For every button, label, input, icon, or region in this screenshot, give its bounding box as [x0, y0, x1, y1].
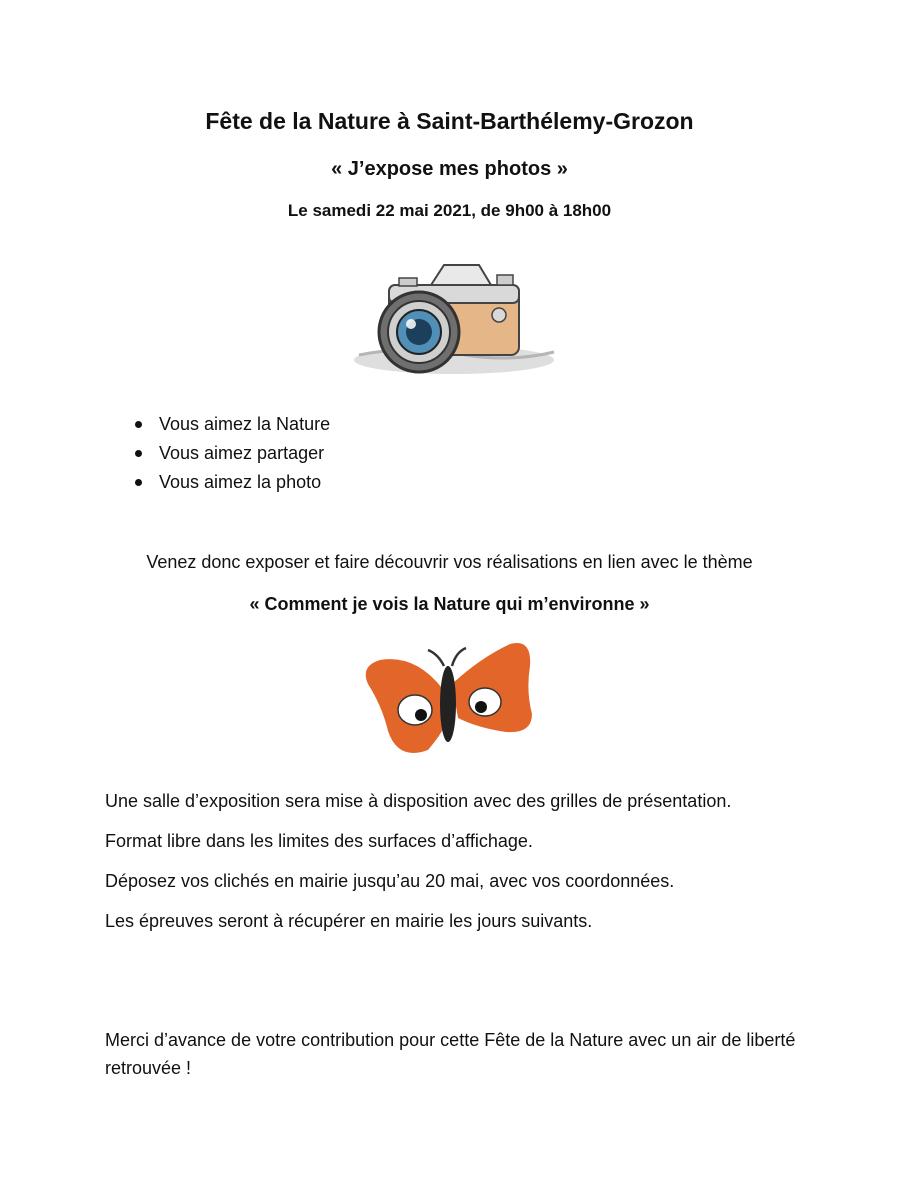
theme-text: « Comment je vois la Nature qui m’environne »	[249, 594, 650, 614]
event-date: Le samedi 22 mai 2021, de 9h00 à 18h00	[287, 201, 612, 220]
camera-illustration	[349, 250, 559, 385]
list-item-text: Vous aimez la photo	[159, 472, 322, 492]
bullet-dot	[135, 421, 142, 428]
invitation-text: Venez donc exposer et faire découvrir vos réalisations en lien avec le thème	[146, 552, 753, 572]
list-item-text: Vous aimez partager	[159, 443, 325, 463]
bullet-dot	[135, 450, 142, 457]
butterfly-logo	[360, 636, 535, 766]
subtitle: « J’expose mes photos »	[331, 158, 568, 180]
list-item	[128, 468, 330, 497]
list-item	[128, 439, 330, 468]
detail-paragraph: Déposez vos clichés en mairie jusqu’au 20 mai, avec vos coordonnées.	[105, 871, 675, 891]
list-item-text: Vous aimez la Nature	[159, 414, 331, 434]
detail-paragraph: Les épreuves seront à récupérer en mairie les jours suivants.	[105, 911, 593, 931]
list-item	[128, 410, 330, 439]
bullet-dot	[135, 479, 142, 486]
closing-paragraph: Merci d’avance de votre contribution pour cette Fête de la Nature avec un air de liberté retrouvée !	[105, 1030, 796, 1078]
page-title: Fête de la Nature à Saint-Barthélemy-Grozon	[205, 108, 694, 134]
detail-paragraph: Une salle d’exposition sera mise à disposition avec des grilles de présentation.	[105, 791, 732, 811]
bullet-list	[128, 410, 330, 497]
detail-paragraph: Format libre dans les limites des surfaces d’affichage.	[105, 831, 533, 851]
